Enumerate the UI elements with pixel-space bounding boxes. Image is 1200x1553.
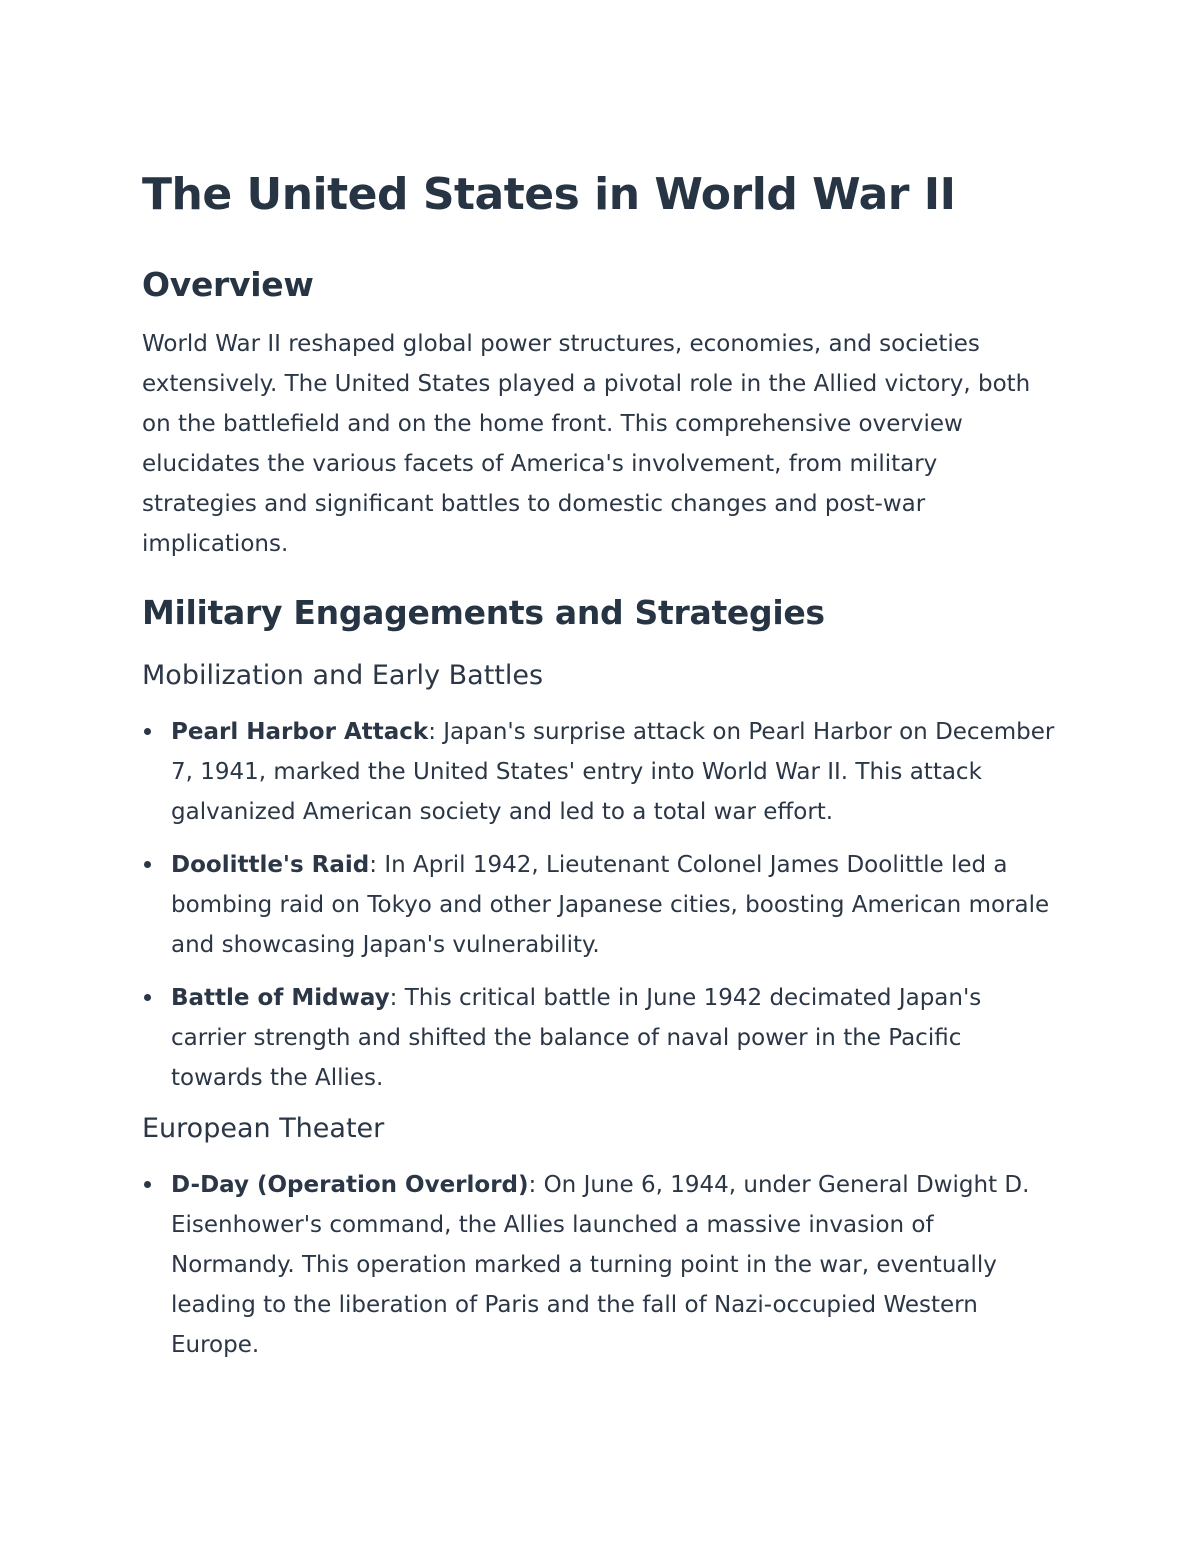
document-page [142, 168, 1057, 1365]
list-item-battle-of-midway [142, 978, 1057, 1098]
mobilization-heading: Mobilization and Early Battles [142, 660, 544, 691]
military-heading: Military Engagements and Strategies [142, 593, 825, 632]
european-theater-heading: European Theater [142, 1113, 385, 1144]
document-title: The United States in World War II [142, 169, 956, 220]
overview-paragraph: World War II reshaped global power structures, economies, and societies extensively. The United States played a pivotal role in the Allied victory, both on the battlefield and on the home front. This comprehensive overview elucidates the various facets of America's involvement, from military strategies and significant battles to domestic changes and post-war implications. [142, 331, 1031, 557]
list-item-text: : This critical battle in June 1942 decimated Japan's carrier strength and shifted the balance of naval power in the Pacific towards the Allies. [171, 985, 982, 1091]
list-item-d-day [142, 1165, 1057, 1365]
list-item-text: : In April 1942, Lieutenant Colonel James Doolittle led a bombing raid on Tokyo and other Japanese cities, boosting American morale and showcasing Japan's vulnerability. [171, 852, 1050, 958]
list-item-doolittle-raid [142, 845, 1057, 965]
early-battles-list [142, 712, 1057, 1098]
list-item-term: Battle of Midway [171, 985, 390, 1011]
list-item-pearl-harbor [142, 712, 1057, 832]
list-item-text: : On June 6, 1944, under General Dwight D. Eisenhower's command, the Allies launched a massive invasion of Normandy. This operation marked a turning point in the war, eventually leading to the liberation of Paris and the fall of Nazi-occupied Western Europe. [171, 1172, 1030, 1358]
list-item-term: Doolittle's Raid [171, 852, 370, 878]
list-item-term: D-Day (Operation Overlord) [171, 1172, 529, 1198]
list-item-text: : Japan's surprise attack on Pearl Harbor on December 7, 1941, marked the United States' entry into World War II. This attack galvanized American society and led to a total war effort. [171, 719, 1055, 825]
overview-heading: Overview [142, 265, 314, 304]
european-theater-list [142, 1165, 1057, 1365]
list-item-term: Pearl Harbor Attack [171, 719, 429, 745]
